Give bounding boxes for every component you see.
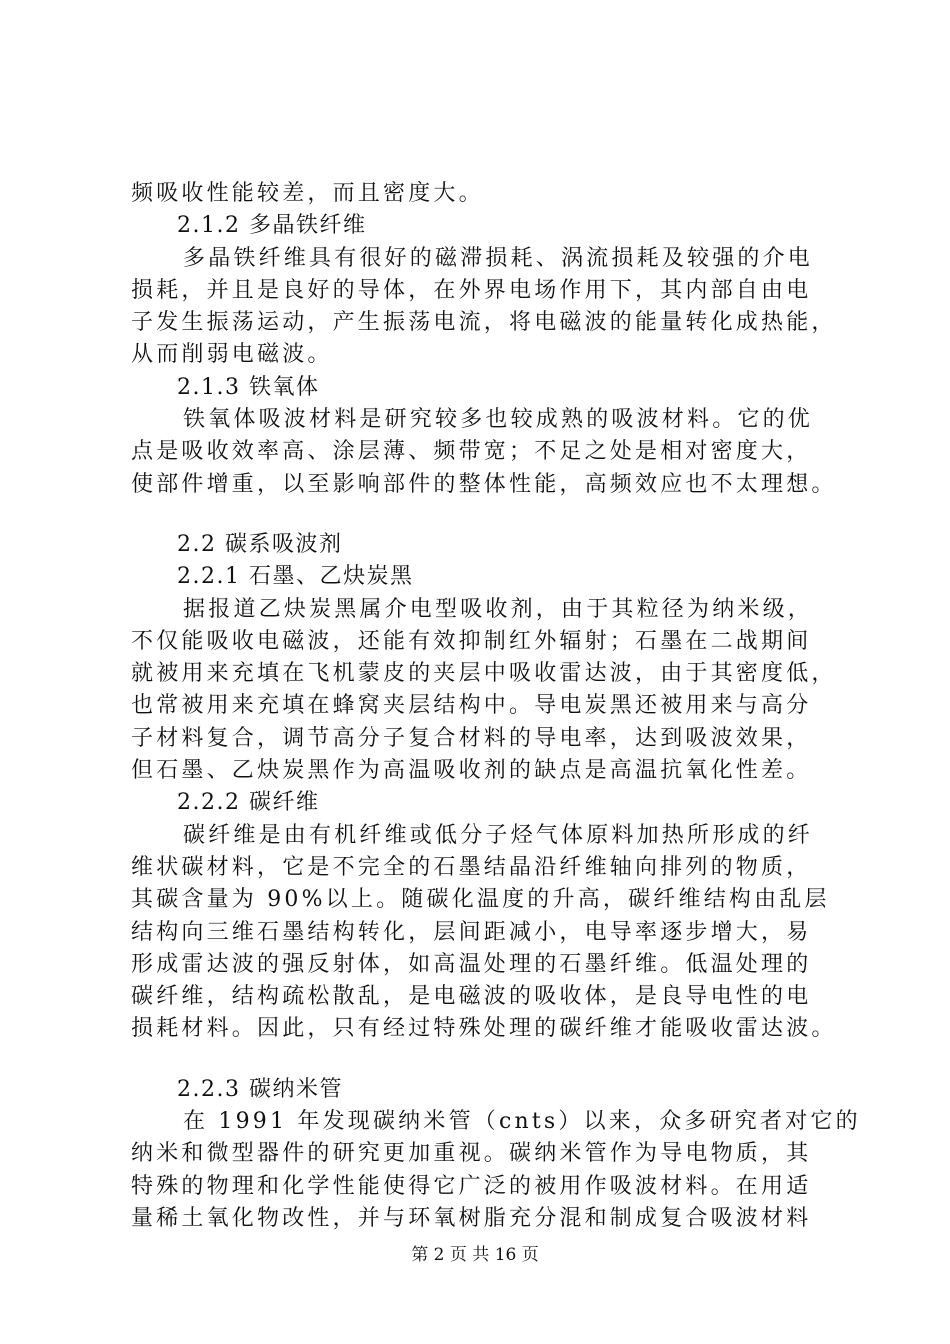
text-line: 子发生振荡运动，产生振荡电流，将电磁波的能量转化成热能， [131,310,837,336]
text-line: 子材料复合，调节高分子复合材料的导电率，达到吸波效果， [131,725,812,751]
text-line: 不仅能吸收电磁波，还能有效抑制红外辐射；石墨在二战期间 [131,628,812,654]
page-number-footer: 第 2 页 共 16 页 [411,1245,539,1265]
paragraph-first-line: 多晶铁纤维具有很好的磁滞损耗、涡流损耗及较强的介电 [183,245,814,271]
paragraph-first-line: 铁氧体吸波材料是研究较多也较成熟的吸波材料。它的优 [183,407,814,433]
text-line: 损耗材料。因此，只有经过特殊处理的碳纤维才能吸收雷达波。 [131,1016,837,1042]
text-line: 损耗，并且是良好的导体，在外界电场作用下，其内部自由电 [131,277,812,303]
paragraph-first-line: 据报道乙炔炭黑属介电型吸收剂，由于其粒径为纳米级， [183,596,814,622]
text-line: 使部件增重，以至影响部件的整体性能，高频效应也不太理想。 [131,471,837,497]
text-line: 纳米和微型器件的研究更加重视。碳纳米管作为导电物质，其 [131,1141,812,1167]
paragraph-gap [131,1046,851,1074]
text-line: 碳纤维，结构疏松散乱，是电磁波的吸收体，是良导电性的电 [131,984,812,1010]
text-line: 也常被用来充填在蜂窝夹层结构中。导电炭黑还被用来与高分 [131,693,812,719]
text-line: 维状碳材料，它是不完全的石墨结晶沿纤维轴向排列的物质， [131,854,812,880]
paragraph-first-line: 碳纤维是由有机纤维或低分子烃气体原料加热所形成的纤 [183,822,814,848]
text-line: 从而削弱电磁波。 [131,342,333,368]
paragraph-first-line: 在 1991 年发现碳纳米管（cnts）以来，众多研究者对它的 [183,1109,861,1135]
section-heading-2-2-2: 2.2.2 碳纤维 [177,790,320,816]
text-line: 特殊的物理和化学性能使得它广泛的被用作吸波材料。在用适 [131,1173,812,1199]
section-heading-2-2-3: 2.2.3 碳纳米管 [177,1076,343,1102]
text-line: 频吸收性能较差，而且密度大。 [131,181,484,206]
page-body [131,178,861,1235]
text-line: 就被用来充填在飞机蒙皮的夹层中吸收雷达波，由于其密度低， [131,661,837,687]
section-heading-2-2: 2.2 碳系吸波剂 [177,531,343,557]
text-line: 结构向三维石墨结构转化，层间距减小，电导率逐步增大，易 [131,919,812,945]
section-heading-2-2-1: 2.2.1 石墨、乙炔炭黑 [177,564,414,590]
text-line: 其碳含量为 90%以上。随碳化温度的升高，碳纤维结构由乱层 [131,887,830,913]
text-line: 量稀土氧化物改性，并与环氧树脂充分混和制成复合吸波材料 [131,1205,812,1231]
text-line: 形成雷达波的强反射体，如高温处理的石墨纤维。低温处理的 [131,951,812,977]
section-heading-2-1-2: 2.1.2 多晶铁纤维 [177,213,367,239]
text-line: 点是吸收效率高、涂层薄、频带宽；不足之处是相对密度大， [131,439,812,465]
text-line: 但石墨、乙炔炭黑作为高温吸收剂的缺点是高温抗氧化性差。 [131,758,812,784]
paragraph-gap [131,501,851,529]
section-heading-2-1-3: 2.1.3 铁氧体 [177,374,320,400]
